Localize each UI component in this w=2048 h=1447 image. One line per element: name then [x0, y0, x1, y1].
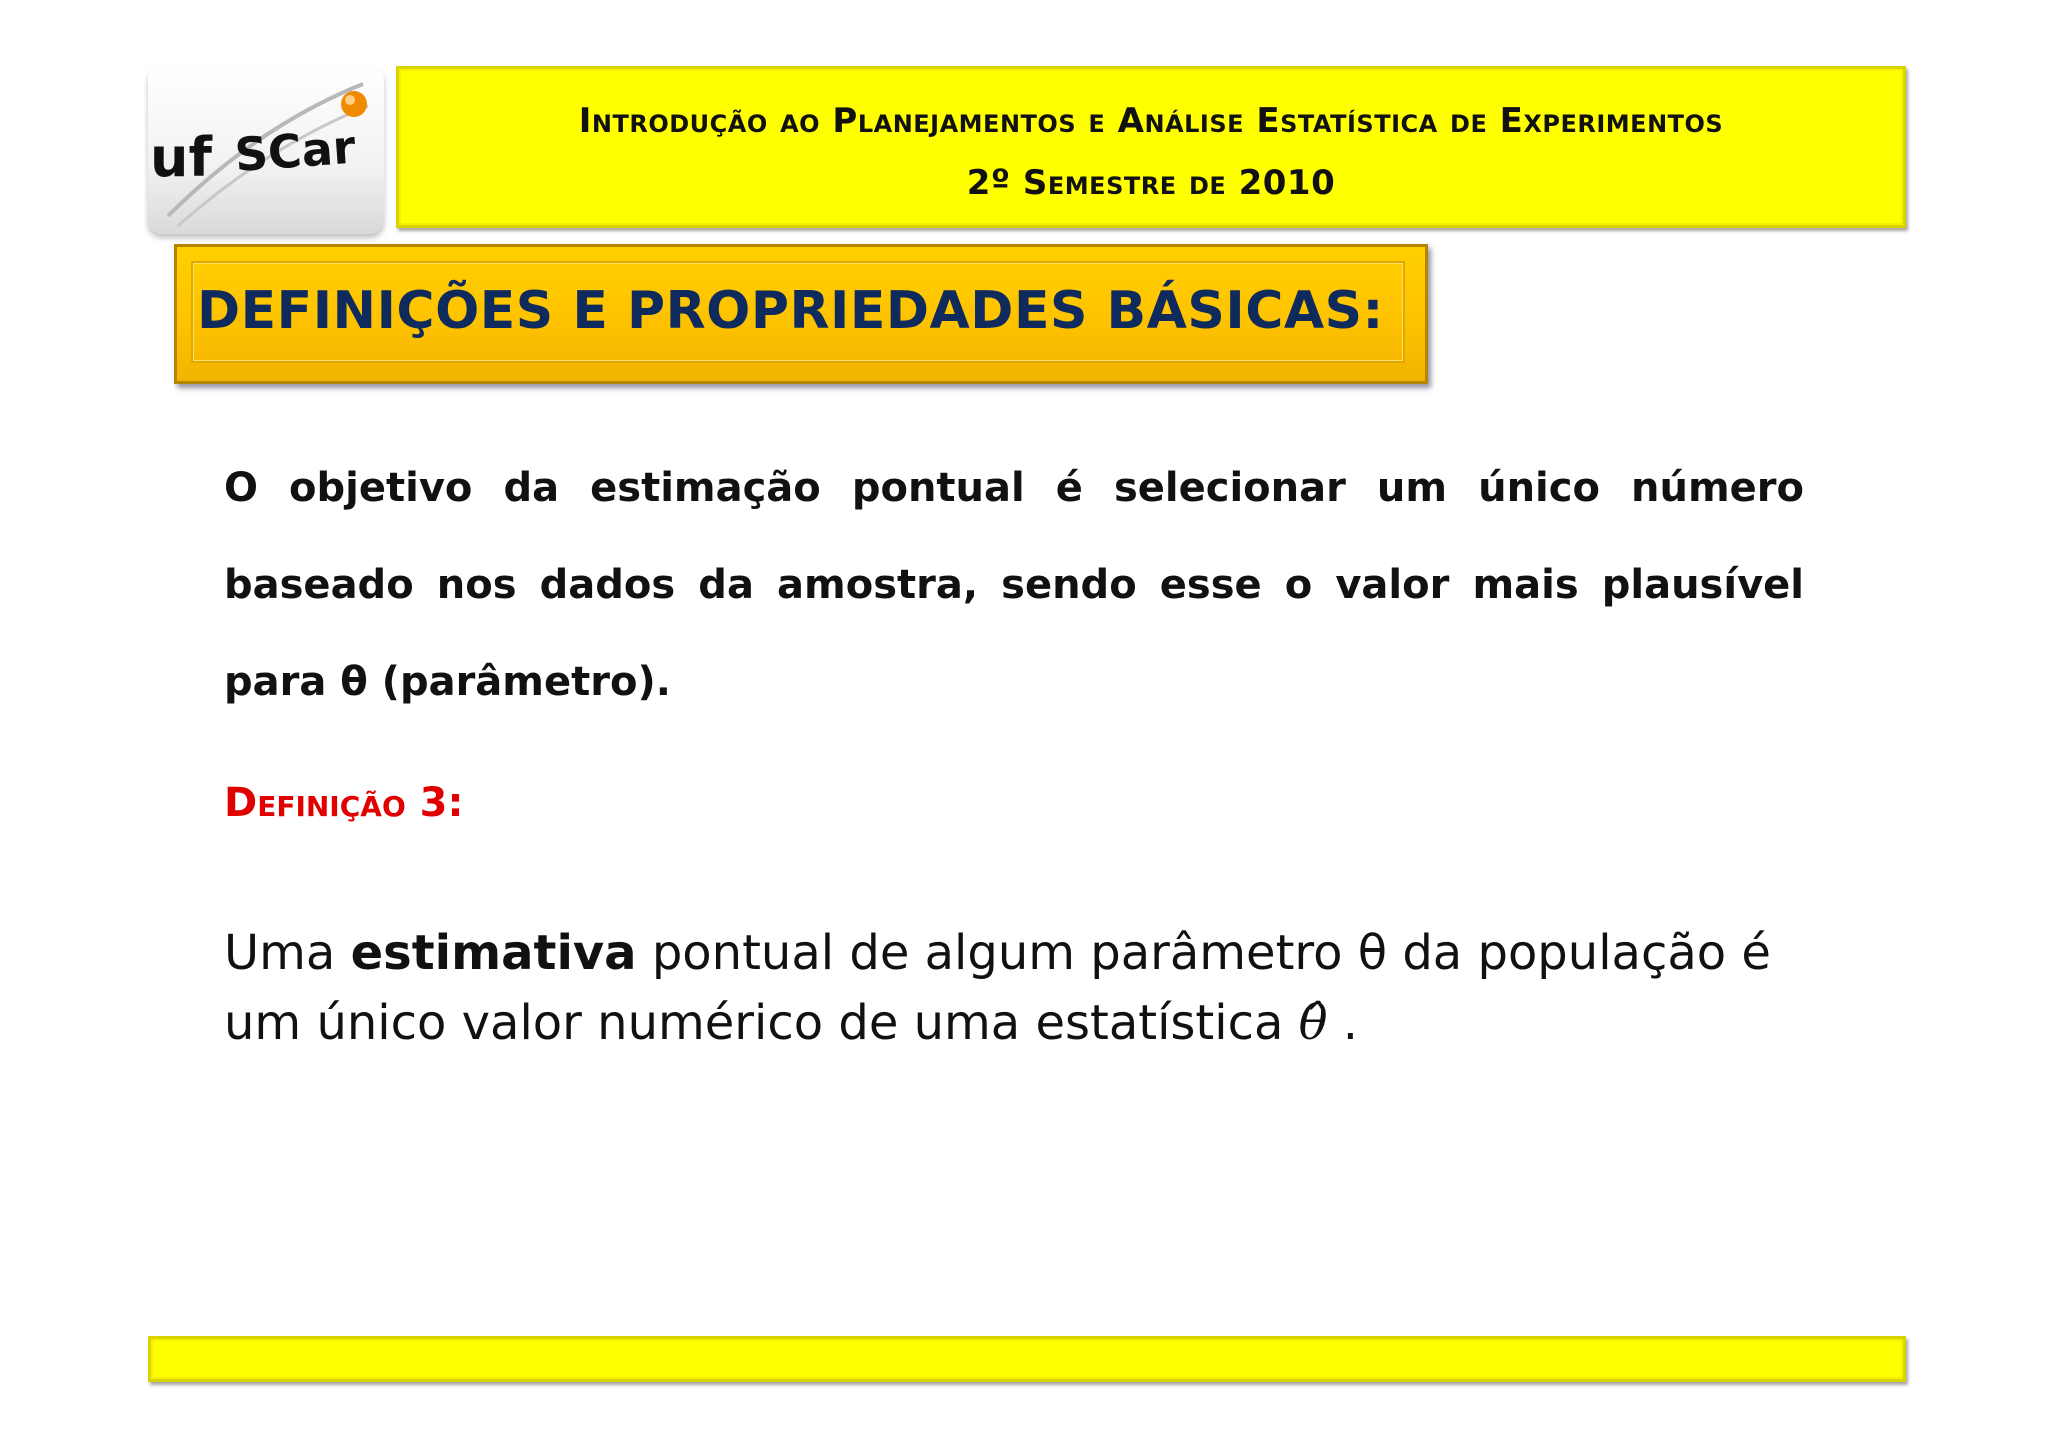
section-title: DEFINIÇÕES E PROPRIEDADES BÁSICAS:: [197, 281, 1384, 341]
svg-text:SCar: SCar: [233, 119, 358, 182]
definition-heading: Definição 3:: [224, 780, 464, 826]
svg-text:uf: uf: [150, 126, 212, 189]
theta-hat-symbol: θ̂: [1298, 995, 1328, 1051]
definition-bold-term: estimativa: [350, 925, 637, 981]
section-banner: [174, 244, 1428, 384]
semester-label: 2º Semestre de 2010: [966, 163, 1336, 203]
ufscar-logo-graphic: [148, 66, 384, 234]
definition-part2: pontual de algum parâmetro θ da população é um único valor numérico de uma estatística: [224, 925, 1771, 1051]
definition-text: [224, 918, 1824, 1058]
intro-paragraph: O objetivo da estimação pontual é selecionar um único número baseado nos dados da amostra, sendo esse o valor mais plausível para θ (parâmetro).: [224, 465, 1804, 705]
definition-end: .: [1327, 995, 1359, 1051]
header-banner: [396, 66, 1906, 228]
definition-part1: Uma: [224, 925, 351, 981]
course-title: Introdução ao Planejamentos e Análise Estatística de Experimentos: [578, 101, 1724, 141]
ufscar-logo: [148, 66, 384, 234]
footer-bar: [148, 1336, 1906, 1382]
